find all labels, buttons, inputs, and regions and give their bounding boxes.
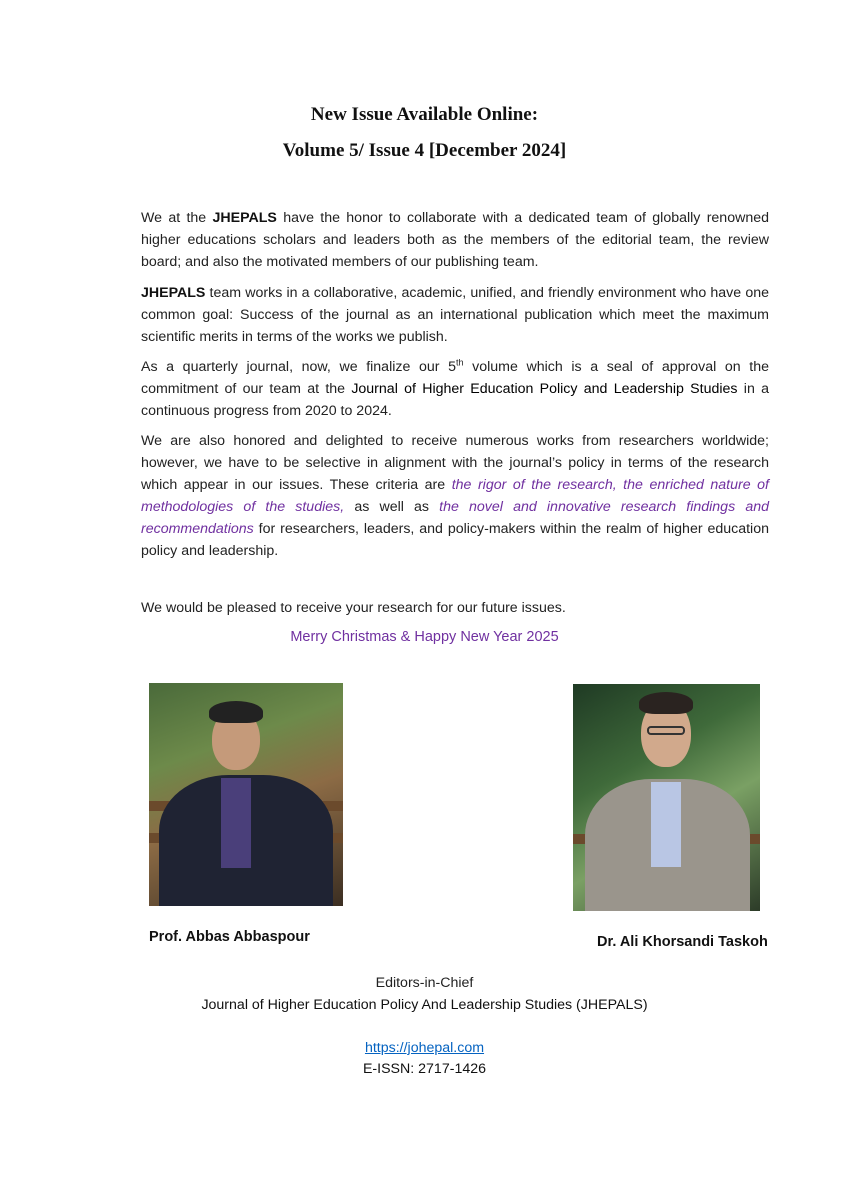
p4-criteria-1: the rigor of the research, the enriched nature of methodologies of the studies, <box>141 477 769 515</box>
editor-left-shirt <box>221 778 251 868</box>
editor-name-left: Prof. Abbas Abbaspour <box>149 929 310 945</box>
editor-right-hair <box>639 692 693 714</box>
p3-text-d: in a continuous progress from 2020 to 2024. <box>141 381 769 419</box>
p4-criteria-2: the novel and innovative research findings and recommendations <box>141 499 769 537</box>
p2-text-b: team works in a collaborative, academic, unified, and friendly environment who have one common goal: Success of the journal as an international publication which meet the maximum scientific merits in terms of the works we publish. <box>141 285 769 345</box>
editor-photo-left <box>149 683 343 906</box>
p3-text-a: As a quarterly journal, now, we finalize our 5 <box>141 359 456 375</box>
issn-label: E-ISSN: 2717-1426 <box>362 1061 487 1077</box>
website-link[interactable]: https://johepal.com <box>364 1040 485 1056</box>
p1-text-a: We at the <box>141 210 213 226</box>
editor-photo-right <box>573 684 760 911</box>
editor-right-shirt <box>651 782 681 867</box>
editor-left-hair <box>209 701 263 723</box>
p4-text-e: for researchers, leaders, and policy-makers within the realm of higher education policy and leadership. <box>141 521 769 559</box>
p3-ordinal-sup: th <box>456 357 464 368</box>
paragraph-intro <box>141 207 769 273</box>
paragraph-criteria <box>141 430 769 562</box>
journal-full-name: Journal of Higher Education Policy And Leadership Studies (JHEPALS) <box>201 997 648 1013</box>
holiday-greeting: Merry Christmas & Happy New Year 2025 <box>290 629 559 645</box>
paragraph-volume <box>141 356 769 422</box>
p4-text-a: We are also honored and delighted to receive numerous works from researchers worldwide; however, we have to be selective in alignment with the journal’s policy in terms of the research which appear in our issues. These criteria are <box>141 433 769 493</box>
announcement-heading: New Issue Available Online: <box>310 104 539 125</box>
issue-heading: Volume 5/ Issue 4 [December 2024] <box>282 140 567 161</box>
p3-text-b: volume which is a seal of approval on the commitment of our team at the <box>141 359 769 397</box>
editors-role: Editors-in-Chief <box>375 975 474 991</box>
p2-journal-acronym: JHEPALS <box>141 285 206 301</box>
p1-text-c: have the honor to collaborate with a dedicated team of globally renowned higher educations scholars and leaders both as the members of the editorial team, the review board; and also the motivated members of our publishing team. <box>141 210 770 270</box>
p1-journal-acronym: JHEPALS <box>212 210 277 226</box>
p3-journal-name: Journal of Higher Education Policy and Leadership Studies <box>351 381 738 397</box>
paragraph-invitation: We would be pleased to receive your research for our future issues. <box>141 600 566 616</box>
glasses-icon <box>647 726 685 735</box>
p4-text-c: as well as <box>344 499 440 515</box>
editor-name-right: Dr. Ali Khorsandi Taskoh <box>597 934 768 950</box>
website-link-line <box>0 1040 849 1056</box>
paragraph-team <box>141 282 769 348</box>
